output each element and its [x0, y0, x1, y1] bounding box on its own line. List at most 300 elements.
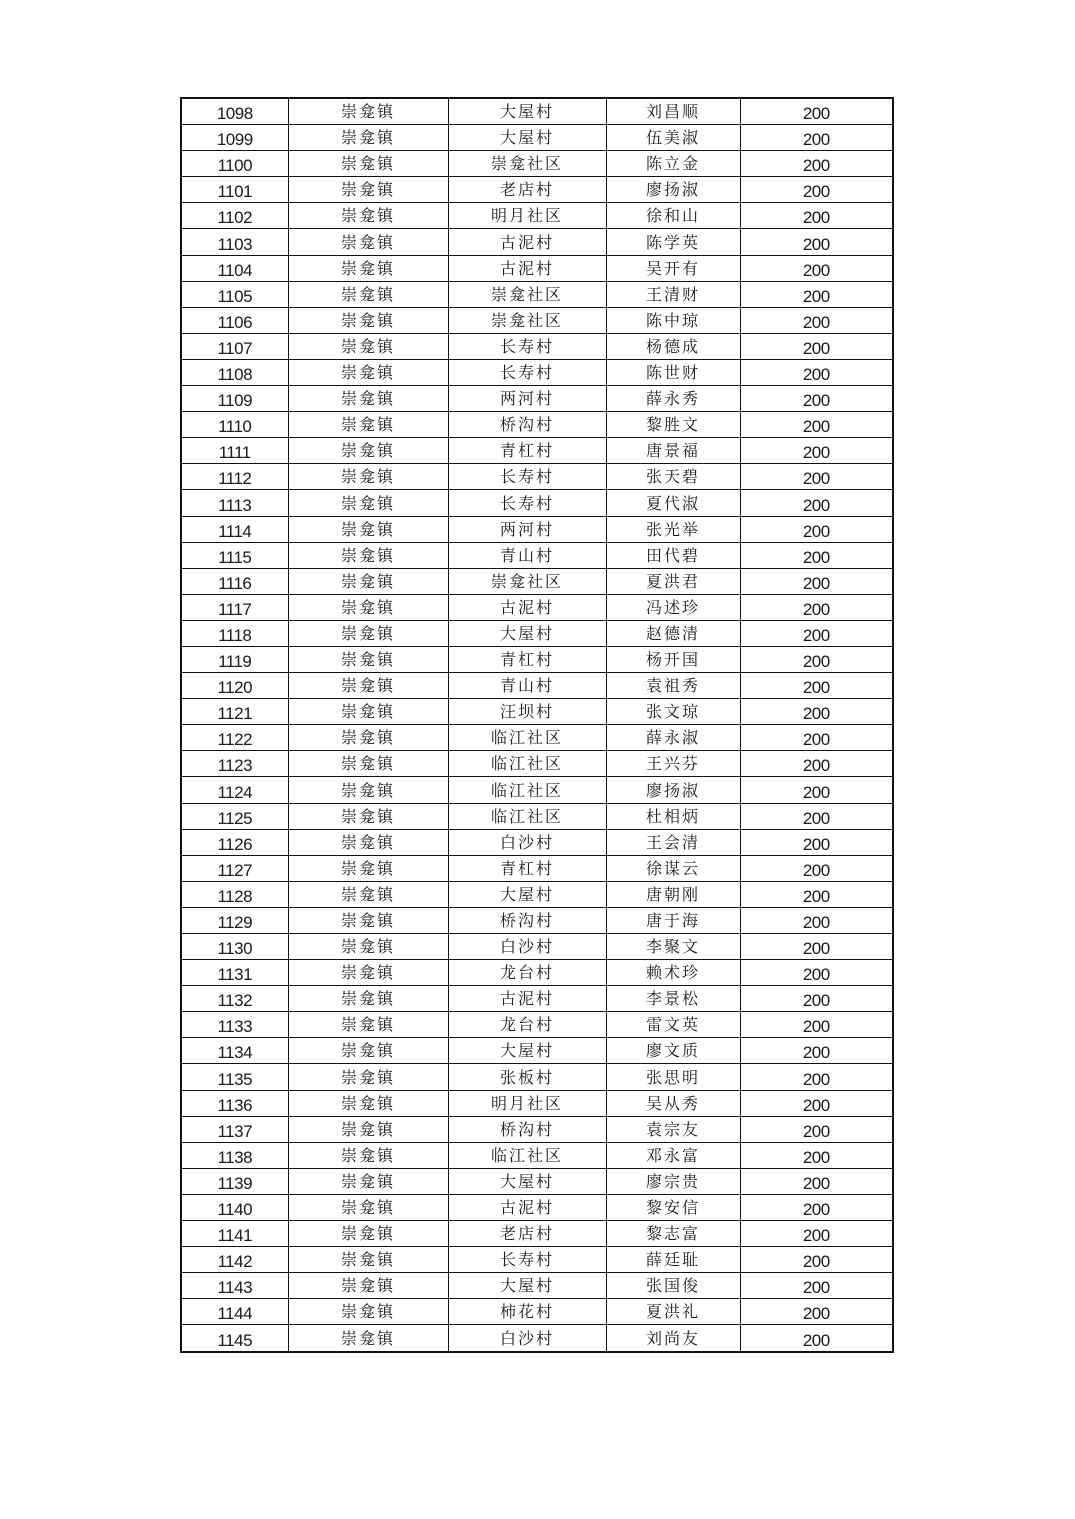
cell-town: 崇龛镇: [340, 363, 395, 383]
cell-name: 薛永淑: [645, 728, 700, 748]
cell-town: 崇龛镇: [340, 545, 395, 565]
row-number-cell: [181, 386, 288, 412]
row-number-cell: [181, 673, 288, 699]
village-cell: [448, 516, 606, 542]
town-cell: [288, 1299, 448, 1325]
table-row: [181, 1038, 893, 1064]
person-name-cell: [606, 1194, 740, 1220]
cell-village: 崇龛社区: [490, 571, 563, 591]
table-row: [181, 594, 893, 620]
cell-town: 崇龛镇: [340, 597, 395, 617]
cell-village: 两河村: [499, 389, 554, 409]
cell-village: 大屋村: [499, 128, 554, 148]
amount-cell: [740, 542, 893, 568]
cell-no: 1106: [217, 312, 253, 332]
table-row: [181, 438, 893, 464]
cell-amount: 200: [802, 965, 830, 985]
cell-town: 崇龛镇: [340, 963, 395, 983]
cell-name: 张国俊: [645, 1276, 700, 1296]
row-number-cell: [181, 1194, 288, 1220]
village-cell: [448, 490, 606, 516]
cell-no: 1115: [218, 547, 252, 567]
village-cell: [448, 881, 606, 907]
person-name-cell: [606, 307, 740, 333]
town-cell: [288, 1194, 448, 1220]
cell-town: 崇龛镇: [340, 493, 395, 513]
person-name-cell: [606, 907, 740, 933]
town-cell: [288, 1168, 448, 1194]
cell-name: 邓永富: [645, 1145, 700, 1165]
cell-village: 长寿村: [499, 363, 554, 383]
cell-no: 1124: [217, 782, 253, 802]
cell-name: 吴开有: [645, 258, 700, 278]
town-cell: [288, 516, 448, 542]
cell-village: 龙台村: [499, 963, 554, 983]
amount-cell: [740, 255, 893, 281]
town-cell: [288, 594, 448, 620]
cell-town: 崇龛镇: [340, 1119, 395, 1139]
row-number-cell: [181, 307, 288, 333]
amount-cell: [740, 490, 893, 516]
table-row: [181, 307, 893, 333]
cell-amount: 200: [802, 1278, 830, 1298]
roster-table: [180, 97, 894, 1353]
cell-village: 桥沟村: [499, 1119, 554, 1139]
cell-no: 1126: [217, 834, 253, 854]
town-cell: [288, 620, 448, 646]
town-cell: [288, 412, 448, 438]
village-cell: [448, 960, 606, 986]
cell-amount: 200: [802, 834, 830, 854]
town-cell: [288, 803, 448, 829]
cell-no: 1101: [217, 182, 253, 202]
cell-no: 1105: [217, 286, 253, 306]
row-number-cell: [181, 516, 288, 542]
cell-no: 1136: [217, 1095, 253, 1115]
cell-no: 1144: [217, 1304, 253, 1324]
village-cell: [448, 1090, 606, 1116]
cell-village: 临江社区: [490, 806, 563, 826]
row-number-cell: [181, 464, 288, 490]
amount-cell: [740, 307, 893, 333]
person-name-cell: [606, 1142, 740, 1168]
cell-village: 大屋村: [499, 1276, 554, 1296]
town-cell: [288, 177, 448, 203]
cell-amount: 200: [802, 1069, 830, 1089]
town-cell: [288, 646, 448, 672]
cell-village: 临江社区: [490, 780, 563, 800]
person-name-cell: [606, 490, 740, 516]
cell-name: 杨德成: [645, 336, 700, 356]
row-number-cell: [181, 490, 288, 516]
village-cell: [448, 568, 606, 594]
person-name-cell: [606, 699, 740, 725]
cell-name: 赖术珍: [645, 963, 700, 983]
table-row: [181, 255, 893, 281]
cell-no: 1123: [217, 756, 253, 776]
cell-village: 青山村: [499, 676, 554, 696]
town-cell: [288, 255, 448, 281]
cell-amount: 200: [802, 1173, 830, 1193]
cell-name: 唐朝刚: [645, 884, 700, 904]
amount-cell: [740, 1221, 893, 1247]
cell-town: 崇龛镇: [340, 1276, 395, 1296]
cell-name: 王兴芬: [645, 754, 700, 774]
cell-village: 青山村: [499, 545, 554, 565]
amount-cell: [740, 98, 893, 125]
table-row: [181, 960, 893, 986]
cell-amount: 200: [802, 443, 830, 463]
cell-name: 张文琼: [645, 702, 700, 722]
cell-town: 崇龛镇: [340, 336, 395, 356]
cell-amount: 200: [802, 756, 830, 776]
cell-no: 1109: [217, 391, 253, 411]
cell-name: 王清财: [645, 284, 700, 304]
table-row: [181, 646, 893, 672]
amount-cell: [740, 229, 893, 255]
cell-name: 廖扬淑: [645, 780, 700, 800]
amount-cell: [740, 1142, 893, 1168]
town-cell: [288, 986, 448, 1012]
person-name-cell: [606, 1273, 740, 1299]
cell-amount: 200: [802, 704, 830, 724]
row-number-cell: [181, 1090, 288, 1116]
cell-village: 大屋村: [499, 1041, 554, 1061]
cell-amount: 200: [802, 365, 830, 385]
town-cell: [288, 1273, 448, 1299]
row-number-cell: [181, 1325, 288, 1352]
town-cell: [288, 1247, 448, 1273]
cell-name: 刘尚友: [645, 1328, 700, 1348]
amount-cell: [740, 907, 893, 933]
cell-village: 崇龛社区: [490, 154, 563, 174]
row-number-cell: [181, 1168, 288, 1194]
cell-town: 崇龛镇: [340, 441, 395, 461]
person-name-cell: [606, 934, 740, 960]
cell-no: 1141: [217, 1226, 253, 1246]
cell-no: 1116: [218, 573, 252, 593]
cell-village: 汪坝村: [499, 702, 554, 722]
cell-town: 崇龛镇: [340, 1145, 395, 1165]
village-cell: [448, 934, 606, 960]
cell-name: 雷文英: [645, 1015, 700, 1035]
table-row: [181, 229, 893, 255]
person-name-cell: [606, 333, 740, 359]
village-cell: [448, 255, 606, 281]
amount-cell: [740, 1090, 893, 1116]
person-name-cell: [606, 1064, 740, 1090]
row-number-cell: [181, 1273, 288, 1299]
table-row: [181, 1247, 893, 1273]
cell-town: 崇龛镇: [340, 1328, 395, 1348]
table-row: [181, 464, 893, 490]
village-cell: [448, 1221, 606, 1247]
village-cell: [448, 359, 606, 385]
cell-town: 崇龛镇: [340, 519, 395, 539]
cell-town: 崇龛镇: [340, 1198, 395, 1218]
cell-town: 崇龛镇: [340, 1302, 395, 1322]
cell-village: 白沙村: [499, 937, 554, 957]
village-cell: [448, 281, 606, 307]
cell-amount: 200: [802, 730, 830, 750]
village-cell: [448, 464, 606, 490]
village-cell: [448, 177, 606, 203]
table-row: [181, 125, 893, 151]
row-number-cell: [181, 907, 288, 933]
cell-village: 明月社区: [490, 1093, 563, 1113]
row-number-cell: [181, 620, 288, 646]
cell-name: 张天碧: [645, 467, 700, 487]
village-cell: [448, 751, 606, 777]
town-cell: [288, 464, 448, 490]
cell-no: 1114: [218, 521, 252, 541]
amount-cell: [740, 934, 893, 960]
table-row: [181, 98, 893, 125]
town-cell: [288, 229, 448, 255]
town-cell: [288, 438, 448, 464]
cell-name: 杜相炳: [645, 806, 700, 826]
cell-amount: 200: [802, 521, 830, 541]
village-cell: [448, 542, 606, 568]
cell-town: 崇龛镇: [340, 467, 395, 487]
town-cell: [288, 934, 448, 960]
cell-amount: 200: [802, 1043, 830, 1063]
cell-no: 1128: [217, 886, 253, 906]
person-name-cell: [606, 1299, 740, 1325]
table-row: [181, 725, 893, 751]
cell-no: 1139: [217, 1173, 253, 1193]
cell-town: 崇龛镇: [340, 989, 395, 1009]
row-number-cell: [181, 568, 288, 594]
amount-cell: [740, 777, 893, 803]
cell-village: 龙台村: [499, 1015, 554, 1035]
cell-village: 明月社区: [490, 206, 563, 226]
cell-amount: 200: [802, 1095, 830, 1115]
cell-no: 1104: [217, 260, 253, 280]
village-cell: [448, 986, 606, 1012]
cell-town: 崇龛镇: [340, 206, 395, 226]
cell-name: 夏代淑: [645, 493, 700, 513]
cell-town: 崇龛镇: [340, 1250, 395, 1270]
row-number-cell: [181, 438, 288, 464]
amount-cell: [740, 881, 893, 907]
cell-name: 廖宗贵: [645, 1171, 700, 1191]
cell-no: 1134: [217, 1043, 253, 1063]
person-name-cell: [606, 281, 740, 307]
amount-cell: [740, 1038, 893, 1064]
row-number-cell: [181, 1116, 288, 1142]
table-row: [181, 203, 893, 229]
person-name-cell: [606, 1116, 740, 1142]
village-cell: [448, 699, 606, 725]
cell-village: 长寿村: [499, 336, 554, 356]
cell-village: 古泥村: [499, 258, 554, 278]
cell-town: 崇龛镇: [340, 806, 395, 826]
cell-no: 1132: [217, 991, 253, 1011]
town-cell: [288, 1116, 448, 1142]
village-cell: [448, 1247, 606, 1273]
village-cell: [448, 125, 606, 151]
town-cell: [288, 673, 448, 699]
cell-name: 刘昌顺: [645, 102, 700, 122]
cell-no: 1121: [217, 704, 253, 724]
cell-town: 崇龛镇: [340, 284, 395, 304]
town-cell: [288, 490, 448, 516]
cell-village: 大屋村: [499, 102, 554, 122]
person-name-cell: [606, 594, 740, 620]
cell-amount: 200: [802, 886, 830, 906]
table-row: [181, 881, 893, 907]
person-name-cell: [606, 516, 740, 542]
row-number-cell: [181, 1247, 288, 1273]
cell-village: 长寿村: [499, 493, 554, 513]
amount-cell: [740, 464, 893, 490]
roster-body: [181, 98, 893, 1352]
person-name-cell: [606, 98, 740, 125]
cell-town: 崇龛镇: [340, 780, 395, 800]
cell-no: 1117: [218, 599, 252, 619]
row-number-cell: [181, 646, 288, 672]
table-row: [181, 1299, 893, 1325]
cell-no: 1108: [217, 365, 253, 385]
table-row: [181, 1221, 893, 1247]
amount-cell: [740, 281, 893, 307]
cell-amount: 200: [802, 338, 830, 358]
cell-town: 崇龛镇: [340, 180, 395, 200]
amount-cell: [740, 438, 893, 464]
cell-town: 崇龛镇: [340, 650, 395, 670]
cell-no: 1133: [217, 1017, 253, 1037]
village-cell: [448, 386, 606, 412]
village-cell: [448, 1299, 606, 1325]
cell-no: 1127: [217, 860, 253, 880]
cell-village: 临江社区: [490, 1145, 563, 1165]
table-row: [181, 986, 893, 1012]
cell-name: 陈立金: [645, 154, 700, 174]
row-number-cell: [181, 255, 288, 281]
cell-no: 1137: [217, 1121, 253, 1141]
amount-cell: [740, 1299, 893, 1325]
cell-name: 黎胜文: [645, 415, 700, 435]
amount-cell: [740, 1116, 893, 1142]
cell-name: 李景松: [645, 989, 700, 1009]
table-row: [181, 412, 893, 438]
cell-amount: 200: [802, 939, 830, 959]
amount-cell: [740, 1247, 893, 1273]
row-number-cell: [181, 934, 288, 960]
cell-village: 大屋村: [499, 623, 554, 643]
person-name-cell: [606, 125, 740, 151]
person-name-cell: [606, 1221, 740, 1247]
table-row: [181, 359, 893, 385]
cell-town: 崇龛镇: [340, 832, 395, 852]
cell-no: 1131: [217, 965, 253, 985]
town-cell: [288, 907, 448, 933]
cell-town: 崇龛镇: [340, 623, 395, 643]
cell-amount: 200: [802, 678, 830, 698]
cell-amount: 200: [802, 469, 830, 489]
town-cell: [288, 1012, 448, 1038]
table-row: [181, 699, 893, 725]
cell-amount: 200: [802, 573, 830, 593]
cell-town: 崇龛镇: [340, 728, 395, 748]
town-cell: [288, 386, 448, 412]
row-number-cell: [181, 1142, 288, 1168]
cell-town: 崇龛镇: [340, 389, 395, 409]
cell-no: 1120: [217, 678, 253, 698]
amount-cell: [740, 333, 893, 359]
table-row: [181, 673, 893, 699]
table-row: [181, 1090, 893, 1116]
village-cell: [448, 203, 606, 229]
village-cell: [448, 1325, 606, 1352]
row-number-cell: [181, 1038, 288, 1064]
row-number-cell: [181, 229, 288, 255]
amount-cell: [740, 568, 893, 594]
cell-name: 徐谋云: [645, 858, 700, 878]
town-cell: [288, 1325, 448, 1352]
table-row: [181, 620, 893, 646]
table-row: [181, 333, 893, 359]
cell-name: 杨开国: [645, 650, 700, 670]
town-cell: [288, 333, 448, 359]
cell-no: 1135: [217, 1069, 253, 1089]
cell-village: 长寿村: [499, 467, 554, 487]
cell-name: 冯述珍: [645, 597, 700, 617]
cell-name: 王会清: [645, 832, 700, 852]
cell-amount: 200: [802, 130, 830, 150]
cell-no: 1102: [217, 208, 253, 228]
cell-village: 长寿村: [499, 1250, 554, 1270]
cell-town: 崇龛镇: [340, 1224, 395, 1244]
village-cell: [448, 646, 606, 672]
cell-no: 1125: [217, 808, 253, 828]
person-name-cell: [606, 359, 740, 385]
person-name-cell: [606, 1247, 740, 1273]
row-number-cell: [181, 777, 288, 803]
village-cell: [448, 1273, 606, 1299]
person-name-cell: [606, 1038, 740, 1064]
amount-cell: [740, 725, 893, 751]
cell-village: 老店村: [499, 180, 554, 200]
village-cell: [448, 829, 606, 855]
cell-name: 陈中琼: [645, 310, 700, 330]
cell-town: 崇龛镇: [340, 415, 395, 435]
cell-village: 青杠村: [499, 441, 554, 461]
town-cell: [288, 1064, 448, 1090]
amount-cell: [740, 855, 893, 881]
town-cell: [288, 1038, 448, 1064]
village-cell: [448, 673, 606, 699]
cell-name: 张光举: [645, 519, 700, 539]
amount-cell: [740, 986, 893, 1012]
cell-village: 崇龛社区: [490, 310, 563, 330]
amount-cell: [740, 829, 893, 855]
cell-name: 黎安信: [645, 1198, 700, 1218]
amount-cell: [740, 1012, 893, 1038]
row-number-cell: [181, 412, 288, 438]
table-row: [181, 568, 893, 594]
cell-village: 大屋村: [499, 884, 554, 904]
table-row: [181, 1012, 893, 1038]
amount-cell: [740, 1194, 893, 1220]
town-cell: [288, 751, 448, 777]
cell-no: 1119: [218, 652, 252, 672]
cell-town: 崇龛镇: [340, 1093, 395, 1113]
row-number-cell: [181, 960, 288, 986]
village-cell: [448, 1142, 606, 1168]
cell-village: 青杠村: [499, 650, 554, 670]
